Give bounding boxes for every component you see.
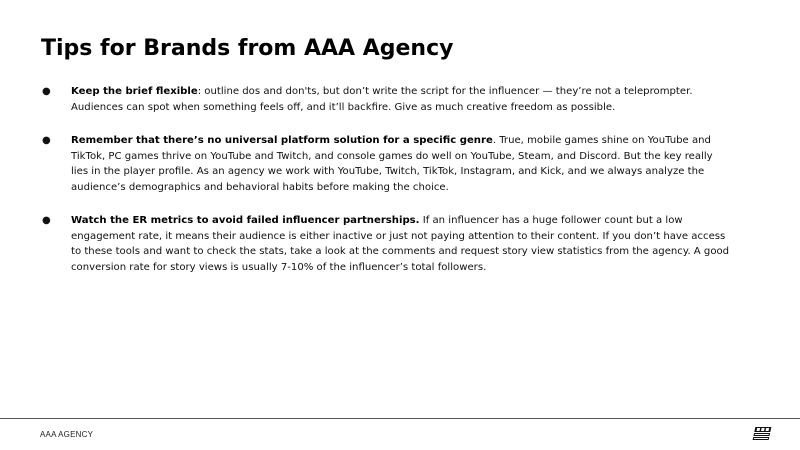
footer-agency-name: AAA AGENCY <box>40 430 94 439</box>
bullet-icon: ● <box>42 215 51 226</box>
aaa-agency-logo-icon <box>752 424 774 442</box>
tip-lead: Keep the brief flexible <box>71 86 198 97</box>
slide-title: Tips for Brands from AAA Agency <box>41 36 454 61</box>
tip-body: . True, mobile games shine on YouTube and TikTok, PC games thrive on YouTube and Twitch, and console games do well on YouTube, Steam, and Discord. But the key really lies in the player profile. As an agency we work with YouTube, Twitch, TikTok, Instagram, and Kick, and we always analyze the audience’s demographics and behavioral habits before making the choice. <box>71 135 713 193</box>
tip-lead: Remember that there’s no universal platform solution for a specific genre <box>71 135 493 146</box>
tip-item-brief <box>42 84 732 115</box>
tips-list <box>42 84 732 293</box>
tip-item-er-metrics <box>42 213 732 275</box>
tip-body: If an influencer has a huge follower count but a low engagement rate, it means their audience is either inactive or just not paying attention to their content. If you don’t have access to these tools and want to check the stats, take a look at the comments and request story view statistics from the agency. A good conversion rate for story views is usually 7-10% of the influencer’s total followers. <box>71 215 730 273</box>
tip-body: : outline dos and don'ts, but don’t write the script for the influencer — they’re not a teleprompter. Audiences can spot when something feels off, and it’ll backfire. Give as much creative freedom as possible. <box>71 86 693 113</box>
tip-item-platform <box>42 133 732 195</box>
tip-lead: Watch the ER metrics to avoid failed influencer partnerships. <box>71 215 420 226</box>
footer-divider <box>0 418 800 419</box>
bullet-icon: ● <box>42 86 51 97</box>
bullet-icon: ● <box>42 135 51 146</box>
